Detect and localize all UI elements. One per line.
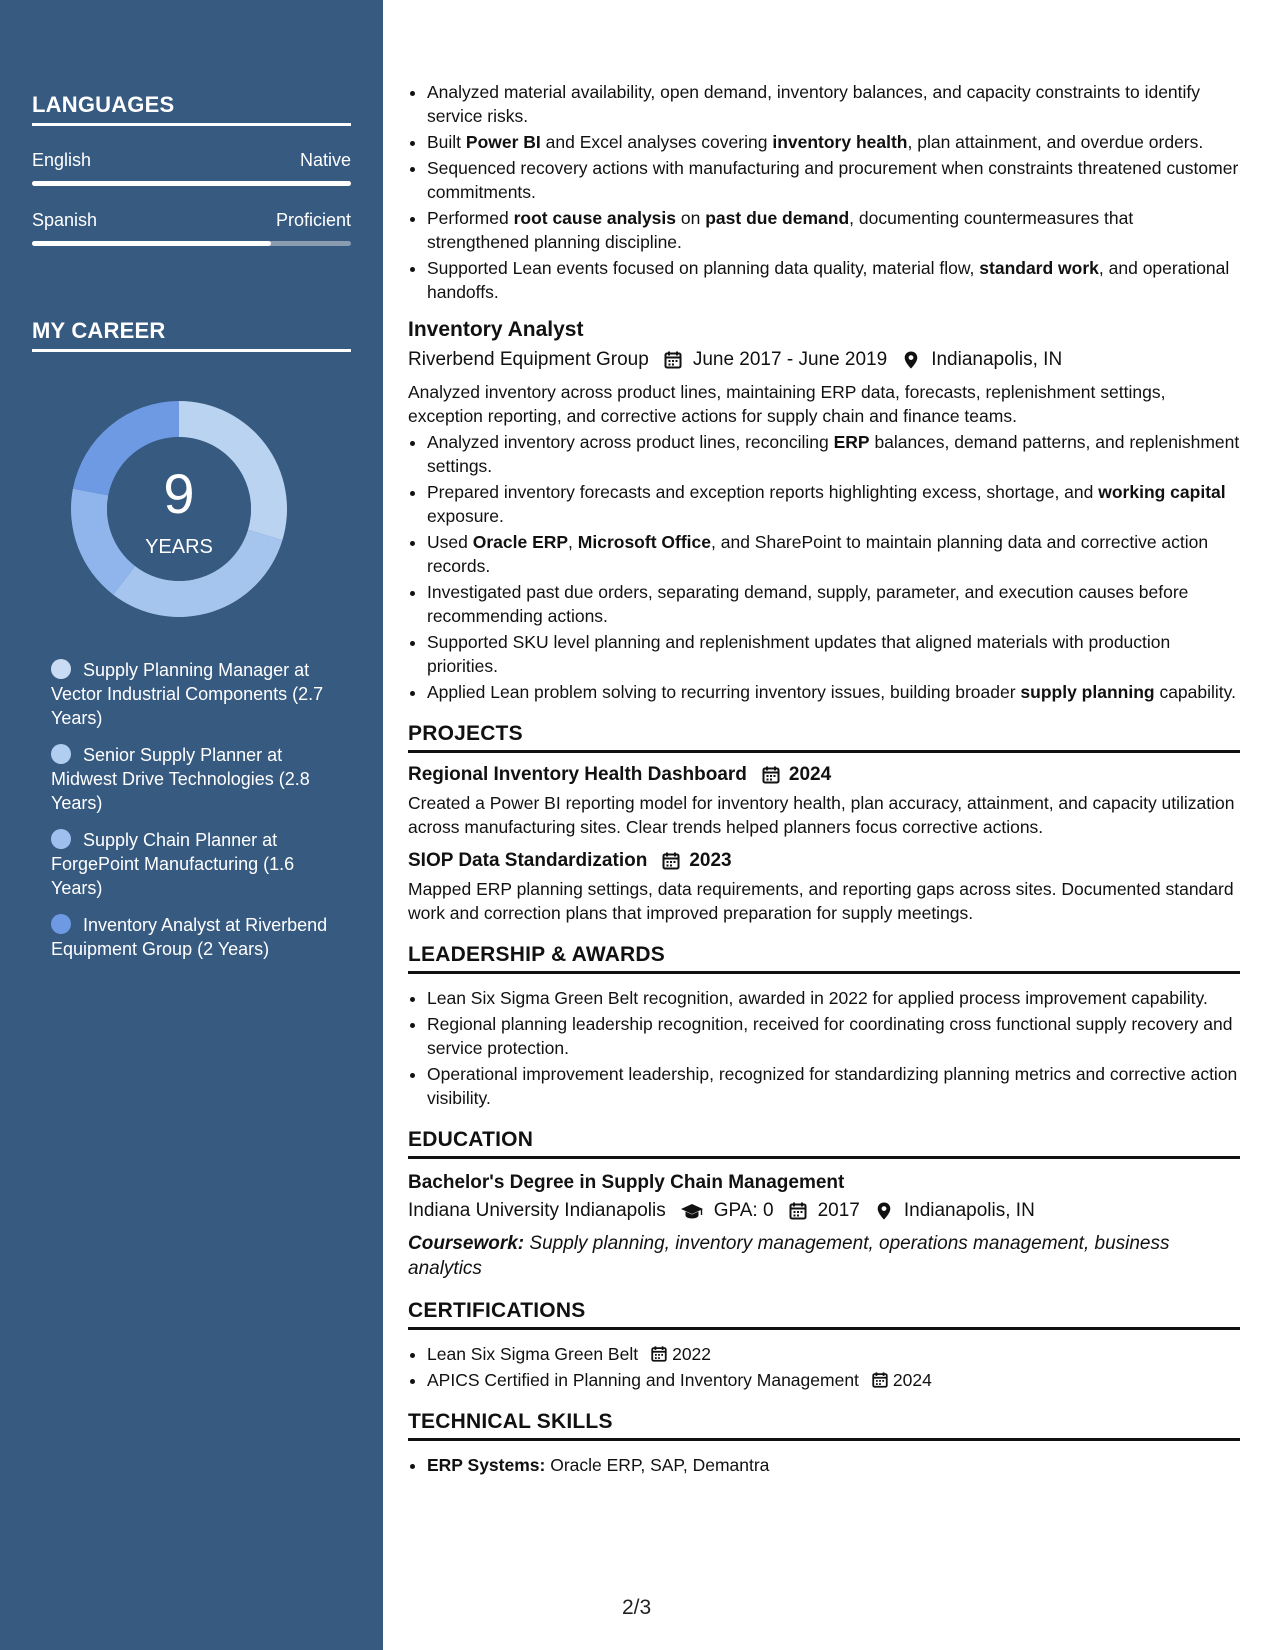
job-location: Indianapolis, IN: [931, 349, 1063, 370]
text-span: Supported Lean events focused on planning data quality, material flow,: [427, 258, 980, 278]
project-title-row: [408, 763, 1240, 787]
sidebar-content: [32, 92, 351, 974]
skill-item: [427, 1453, 1240, 1477]
job-company: Riverbend Equipment Group: [408, 349, 649, 370]
graduation-cap-icon: [680, 1201, 704, 1221]
language-level: Proficient: [275, 210, 351, 230]
bold-text: inventory health: [772, 132, 908, 152]
bold-text: working capital: [1098, 482, 1226, 502]
certification-name: Lean Six Sigma Green Belt: [427, 1344, 639, 1364]
skills-list: [408, 1453, 1240, 1477]
donut-value: 9: [163, 462, 195, 525]
certifications-heading: CERTIFICATIONS: [408, 1299, 1240, 1330]
career-text: Supply Planning Manager at Vector Industrial Components (2.7 Years): [51, 660, 324, 728]
language-bar-fill: [32, 181, 351, 186]
bold-text: Power BI: [465, 132, 541, 152]
career-text: Supply Chain Planner at ForgePoint Manufacturing (1.6 Years): [51, 830, 295, 898]
bold-text: root cause analysis: [513, 208, 677, 228]
certification-item: [427, 1368, 1240, 1392]
career-donut-chart: [66, 396, 292, 622]
map-pin-icon: [874, 1201, 894, 1221]
certifications-list: [408, 1342, 1240, 1392]
list-item: [427, 156, 1240, 204]
coursework-label: Coursework:: [408, 1233, 525, 1254]
list-item: [427, 480, 1240, 528]
language-row: [32, 150, 351, 171]
education-heading: EDUCATION: [408, 1128, 1240, 1159]
calendar-icon: [871, 1371, 889, 1389]
list-item: [427, 206, 1240, 254]
list-item: [427, 580, 1240, 628]
leadership-item: • Regional planning leadership recognition, received for coordinating cross functional supply recovery and service protection.: [427, 1012, 1240, 1060]
career-item: [51, 743, 341, 815]
career-text: Senior Supply Planner at Midwest Drive Technologies (2.8 Years): [51, 745, 310, 813]
text-span: and Excel analyses covering: [540, 132, 773, 152]
bold-text: past due demand: [705, 208, 850, 228]
list-item: [427, 130, 1240, 154]
text-span: Analyzed inventory across product lines, reconciling: [427, 432, 834, 452]
calendar-icon: [663, 350, 683, 370]
text-span: Applied Lean problem solving to recurring inventory issues, building broader: [427, 682, 1021, 702]
certification-year: 2022: [672, 1344, 712, 1364]
list-item: [427, 430, 1240, 478]
career-item: [51, 828, 341, 900]
text-span: ,: [568, 532, 578, 552]
text-span: balances, demand patterns, and replenishment settings.: [427, 432, 1240, 476]
leadership-list: [408, 986, 1240, 1110]
project-year: 2024: [788, 764, 832, 785]
list-item: [427, 530, 1240, 578]
education-school: Indiana University Indianapolis: [408, 1200, 666, 1221]
languages-heading: LANGUAGES: [32, 92, 351, 126]
career-dot: [51, 914, 71, 934]
text-span: Prepared inventory forecasts and exception reports highlighting excess, shortage, and: [427, 482, 1099, 502]
calendar-icon: [788, 1201, 808, 1221]
calendar-icon: [650, 1345, 668, 1363]
donut-unit: YEARS: [145, 536, 213, 558]
career-dot: [51, 659, 71, 679]
text-span: Sequenced recovery actions with manufacturing and procurement when constraints threatened customer commitments.: [427, 158, 1239, 202]
project-year: 2023: [689, 850, 732, 871]
text-span: Performed: [427, 208, 514, 228]
job-title: Inventory Analyst: [408, 318, 584, 341]
sidebar: [0, 0, 383, 1650]
bold-text: supply planning: [1020, 682, 1155, 702]
bold-text: standard work: [979, 258, 1099, 278]
text-span: , documenting countermeasures that strengthened planning discipline.: [427, 208, 1134, 252]
list-item: [427, 256, 1240, 304]
text-span: Used: [427, 532, 473, 552]
projects-heading: PROJECTS: [408, 722, 1240, 753]
text-span: exposure.: [427, 506, 504, 526]
project-title: Regional Inventory Health Dashboard: [408, 764, 747, 785]
language-bar: [32, 181, 351, 186]
projects-list: [408, 763, 1240, 925]
text-span: on: [676, 208, 706, 228]
text-span: , plan attainment, and overdue orders.: [907, 132, 1204, 152]
project-title: SIOP Data Standardization: [408, 850, 648, 871]
bold-text: Oracle ERP: [472, 532, 569, 552]
bold-text: Microsoft Office: [577, 532, 711, 552]
text-span: capability.: [1154, 682, 1236, 702]
main-content: [408, 80, 1240, 1479]
list-item: [427, 680, 1240, 704]
skill-value: Oracle ERP, SAP, Demantra: [550, 1455, 770, 1475]
job-dates: June 2017 - June 2019: [692, 349, 888, 370]
career-dot: [51, 829, 71, 849]
certification-year: 2024: [892, 1370, 932, 1390]
career-item: [51, 913, 341, 961]
certification-item: [427, 1342, 1240, 1366]
certification-name: APICS Certified in Planning and Inventory Management: [427, 1370, 859, 1390]
text-span: , and SharePoint to maintain planning data and corrective action records.: [427, 532, 1209, 576]
education-meta: [408, 1199, 1240, 1223]
education-gpa: GPA: 0: [713, 1200, 774, 1221]
career-list: [51, 658, 341, 961]
calendar-icon: [661, 851, 681, 871]
leadership-heading: LEADERSHIP & AWARDS: [408, 943, 1240, 974]
skill-label: ERP Systems:: [427, 1455, 546, 1475]
coursework-text: Supply planning, inventory management, operations management, business analytics: [408, 1233, 1170, 1279]
leadership-item: • Lean Six Sigma Green Belt recognition, awarded in 2022 for applied process improvement capability.: [427, 986, 1240, 1010]
map-pin-icon: [901, 350, 921, 370]
skills-heading: TECHNICAL SKILLS: [408, 1410, 1240, 1441]
language-level: Native: [299, 150, 351, 170]
language-bar-fill: [32, 241, 271, 246]
language-name: Spanish: [32, 210, 98, 230]
text-span: Investigated past due orders, separating demand, supply, parameter, and execution causes before recommending actions.: [427, 582, 1189, 626]
text-span: Analyzed material availability, open demand, inventory balances, and capacity constraints to identify service risks.: [427, 82, 1201, 126]
job-bullets: [408, 430, 1240, 704]
calendar-icon: [761, 765, 781, 785]
job-meta: [408, 348, 1240, 372]
career-item: [51, 658, 341, 730]
education-degree: Bachelor's Degree in Supply Chain Management: [408, 1172, 845, 1193]
text-span: Supported SKU level planning and replenishment updates that aligned materials with production priorities.: [427, 632, 1171, 676]
career-heading: MY CAREER: [32, 318, 351, 352]
education-year: 2017: [817, 1200, 860, 1221]
education-location: Indianapolis, IN: [903, 1200, 1035, 1221]
bold-text: ERP: [833, 432, 870, 452]
language-name: English: [32, 150, 92, 170]
page-number: 2/3: [622, 1596, 652, 1619]
list-item: [427, 630, 1240, 678]
career-text: Inventory Analyst at Riverbend Equipment Group (2 Years): [51, 915, 328, 959]
job-summary: Analyzed inventory across product lines, maintaining ERP data, forecasts, replenishment settings, exception reporting, and corrective actions for supply chain and finance teams.: [408, 382, 1166, 426]
language-row: [32, 210, 351, 231]
text-span: Built: [427, 132, 466, 152]
leadership-item: • Operational improvement leadership, recognized for standardizing planning metrics and corrective action visibility.: [427, 1062, 1240, 1110]
education-coursework: [408, 1231, 1240, 1281]
languages-list: [32, 150, 351, 246]
text-span: , and operational handoffs.: [427, 258, 1230, 302]
list-item: [427, 80, 1240, 128]
project-description: Created a Power BI reporting model for inventory health, plan accuracy, attainment, and capacity utilization across manufacturing sites. Clear trends helped planners focus corrective actions.: [408, 793, 1235, 837]
previous-role-bullets: [408, 80, 1240, 304]
project-description: Mapped ERP planning settings, data requirements, and reporting gaps across sites. Documented standard work and correction plans that improved preparation for supply meetings.: [408, 879, 1234, 923]
language-bar: [32, 241, 351, 246]
career-dot: [51, 744, 71, 764]
project-title-row: [408, 849, 1240, 873]
